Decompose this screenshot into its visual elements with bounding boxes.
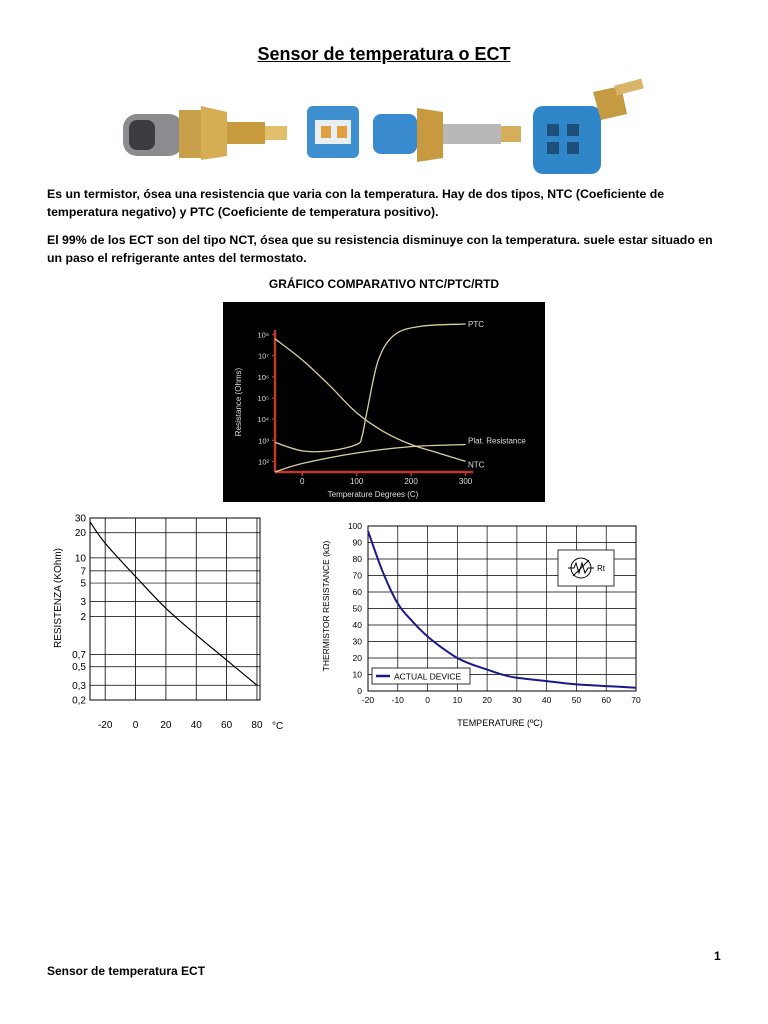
comparative-chart-title: GRÁFICO COMPARATIVO NTC/PTC/RTD (268, 277, 500, 291)
chart1-x-tick-label: 300 (458, 477, 473, 486)
chart2-x-tick-label: 40 (190, 720, 202, 731)
chart3-y-tick-label: 30 (352, 636, 362, 647)
chart2-y-tick-label: 7 (80, 566, 86, 578)
chart3-y-tick-label: 50 (352, 603, 362, 614)
chart3-y-tick-label: 40 (352, 620, 362, 630)
chart2-y-tick-label: 3 (80, 597, 86, 609)
chart1-y-tick-label: 10³ (258, 436, 269, 446)
chart-thermistor-resistance (318, 518, 648, 734)
chart3-x-tick-label: 30 (512, 695, 522, 705)
chart3-legend (372, 668, 470, 684)
chart2-y-tick-label: 30 (74, 513, 86, 525)
chart2-x-tick-label: 20 (160, 720, 172, 731)
chart2-y-tick-label: 0,2 (72, 695, 86, 707)
page-number: 1 (714, 949, 721, 963)
sensor-photo-grey (123, 106, 287, 160)
chart2-xlabel: °C (272, 721, 284, 732)
chart1-series-label: Plat. Resistance (468, 436, 526, 446)
chart1-ylabel: Resistance (Ohms) (234, 367, 243, 437)
chart3-y-tick-label: 10 (352, 669, 362, 680)
chart-resistenza (44, 508, 290, 740)
chart3-y-tick-label: 90 (352, 537, 362, 548)
chart3-y-tick-label: 70 (352, 570, 362, 581)
chart2-y-tick-label: 0,3 (72, 680, 86, 692)
chart2-y-tick-label: 0,5 (72, 662, 86, 674)
chart2-x-tick-label: 0 (132, 720, 139, 731)
chart1-series-label: NTC (468, 460, 485, 470)
page-title: Sensor de temperatura o ECT (257, 44, 511, 64)
chart1-x-tick-label: 200 (404, 477, 418, 486)
chart2-plot-area (90, 518, 260, 700)
chart3-x-tick-label: 60 (601, 695, 611, 705)
chart3-y-tick-label: 20 (352, 653, 362, 663)
chart2-x-tick-label: 80 (251, 720, 263, 731)
chart1-y-tick-label: 10⁴ (257, 415, 269, 425)
chart3-x-tick-label: -20 (361, 695, 375, 705)
footer-text: Sensor de temperatura ECT (47, 964, 206, 978)
chart2-y-tick-label: 10 (74, 553, 86, 565)
chart3-x-tick-label: 10 (452, 695, 463, 705)
sensor-photo-blue-4pin (533, 79, 644, 174)
chart3-x-tick-label: 70 (631, 695, 641, 705)
legend-label: ACTUAL DEVICE (394, 671, 462, 682)
chart1-y-tick-label: 10⁵ (257, 394, 269, 403)
thermistor-symbol (558, 550, 614, 586)
chart2-y-tick-label: 5 (80, 578, 86, 590)
chart3-y-tick-label: 80 (352, 554, 362, 564)
chart3-x-tick-label: 40 (541, 695, 552, 705)
chart1-y-tick-label: 10² (258, 457, 269, 467)
chart1-xlabel: Temperature Degrees (C) (327, 490, 419, 499)
chart2-ylabel: RESISTENZA (KOhm) (53, 547, 64, 649)
chart1-x-tick-label: 100 (349, 477, 364, 486)
chart3-y-tick-label: 60 (352, 587, 362, 597)
sensor-photo-blue-long (373, 108, 521, 162)
chart1-y-tick-label: 10⁸ (257, 330, 269, 340)
chart-ntc-ptc-rtd (223, 302, 545, 502)
paragraph-termistor: Es un termistor, ósea una resistencia que varia con la temperatura. Hay de dos tipos, NTC (Coeficiente de temperatura negativo) y PTC (Coeficiente de temperatura positivo). (47, 187, 665, 219)
sensor-photo-blue-face (307, 106, 359, 158)
chart1-x-tick-label: 0 (299, 477, 305, 486)
paragraph-ntc: El 99% de los ECT son del tipo NCT, ósea que su resistencia disminuye con la temperatura. suele estar situado en un paso el refrigerante antes del termostato. (47, 233, 713, 265)
chart3-x-tick-label: 50 (571, 695, 582, 705)
chart2-x-tick-label: -20 (97, 720, 113, 731)
chart1-y-tick-label: 10⁷ (257, 351, 269, 361)
thermistor-symbol-label: Rt (597, 564, 605, 573)
sensor-photos (115, 76, 655, 178)
chart2-x-tick-label: 60 (221, 720, 233, 731)
chart3-x-tick-label: 20 (482, 695, 492, 705)
chart3-y-tick-label: 0 (357, 686, 362, 696)
chart2-y-tick-label: 0,7 (72, 649, 86, 661)
chart2-y-tick-label: 20 (74, 528, 86, 540)
chart3-x-tick-label: 0 (425, 695, 430, 705)
chart1-series-label: PTC (468, 320, 484, 329)
chart3-ylabel: THERMISTOR RESISTANCE (kΩ) (321, 540, 331, 672)
chart2-y-tick-label: 2 (80, 611, 86, 623)
chart1-y-tick-label: 10⁶ (257, 372, 269, 382)
chart3-y-tick-label: 100 (347, 521, 362, 531)
chart3-x-tick-label: -10 (391, 695, 404, 705)
chart3-xlabel: TEMPERATURE (ºC) (457, 718, 543, 728)
